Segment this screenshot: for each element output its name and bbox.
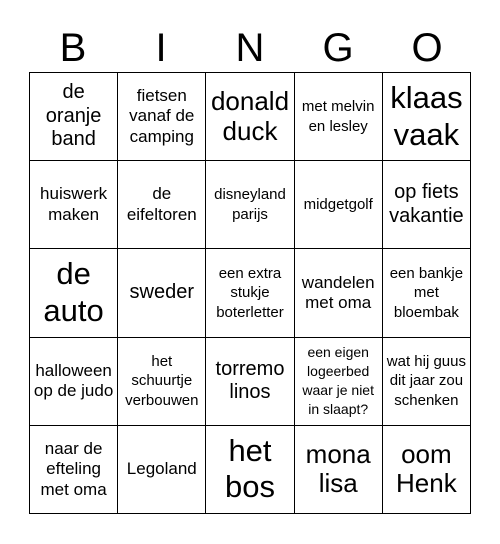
bingo-cell[interactable] [118,249,206,337]
cell-text: het bos [225,432,275,505]
bingo-cell[interactable] [295,161,383,249]
cell-text: een bankje met bloembak [389,264,464,321]
bingo-cell[interactable] [295,73,383,161]
bingo-cell[interactable] [30,161,118,249]
cell-text: disneyland parijs [214,186,286,223]
bingo-cell[interactable] [383,73,471,161]
cell-text: wandelen met oma [301,272,375,312]
bingo-header [29,24,471,72]
cell-text: met melvin en lesley [301,98,375,135]
bingo-cell[interactable] [295,249,383,337]
bingo-cell[interactable] [206,249,294,337]
cell-text: fietsen vanaf de camping [129,86,195,146]
bingo-cell[interactable] [383,426,471,514]
bingo-cell[interactable] [118,338,206,426]
header-letter-i: I [155,26,167,70]
cell-text: oom Henk [396,438,457,499]
cell-text: sweder [129,281,195,304]
header-letter-b: B [59,26,87,70]
cell-text: Legoland [126,459,197,479]
cell-text: midgetgolf [303,196,373,214]
bingo-cell[interactable] [295,338,383,426]
cell-text: naar de efteling met oma [40,438,107,499]
cell-text: de oranje band [45,81,102,151]
cell-text: klaas vaak [390,80,463,152]
cell-text: de auto [43,256,104,328]
bingo-cell[interactable] [118,161,206,249]
cell-text: de eifeltoren [126,184,197,224]
cell-text: een eigen logeerbed waar je niet in slaapt? [302,344,374,418]
bingo-cell[interactable] [30,73,118,161]
cell-text: op fiets vakantie [389,181,464,227]
bingo-cell[interactable] [383,338,471,426]
cell-text: wat hij guus dit jaar zou schenken [386,352,466,409]
cell-text: een extra stukje boterletter [216,264,284,321]
header-letter-g: G [322,26,354,70]
bingo-cell[interactable] [206,426,294,514]
bingo-grid [29,72,471,514]
bingo-cell[interactable] [30,249,118,337]
cell-text: het schuurtje verbouwen [125,352,199,409]
bingo-cell[interactable] [206,73,294,161]
cell-text: huiswerk maken [40,184,108,224]
header-letter-o: O [411,26,443,70]
bingo-cell[interactable] [383,161,471,249]
cell-text: mona lisa [305,438,371,499]
bingo-cell[interactable] [30,338,118,426]
bingo-cell[interactable] [118,426,206,514]
bingo-cell[interactable] [118,73,206,161]
bingo-cell[interactable] [206,161,294,249]
bingo-cell[interactable] [383,249,471,337]
cell-text: halloween op de judo [33,360,114,401]
header-letter-n: N [235,26,265,70]
bingo-cell[interactable] [295,426,383,514]
bingo-cell[interactable] [30,426,118,514]
cell-text: torremo linos [215,357,285,404]
bingo-cell[interactable] [206,338,294,426]
cell-text: donald duck [210,85,290,146]
